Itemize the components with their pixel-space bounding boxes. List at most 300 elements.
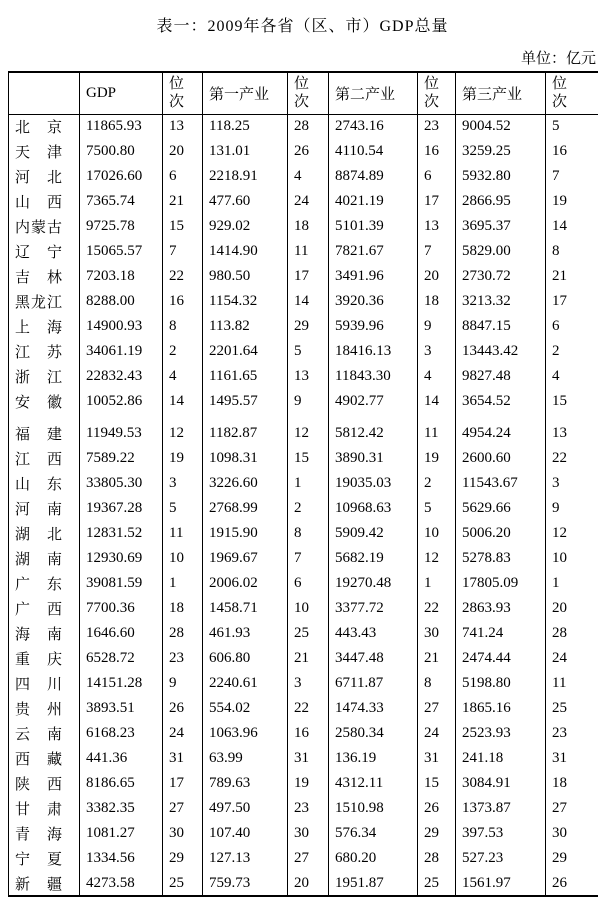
table-row (9, 596, 598, 621)
rank-cell: 30 (163, 821, 203, 846)
corner-header (9, 72, 80, 114)
rank-cell: 13 (546, 421, 598, 446)
value-cell: 2866.95 (456, 189, 546, 214)
rank-cell: 4 (546, 364, 598, 389)
rank-cell: 30 (288, 821, 329, 846)
value-cell: 2730.72 (456, 264, 546, 289)
rank-cell: 3 (546, 471, 598, 496)
gap-cell (288, 414, 329, 421)
value-cell: 11949.53 (80, 421, 163, 446)
value-cell: 4902.77 (329, 389, 418, 414)
value-cell: 9004.52 (456, 114, 546, 139)
rank-cell: 20 (418, 264, 456, 289)
value-cell: 443.43 (329, 621, 418, 646)
value-cell: 5909.42 (329, 521, 418, 546)
province-cell: 北 京 (9, 114, 80, 139)
column-header: GDP (80, 72, 163, 114)
rank-cell: 28 (546, 621, 598, 646)
rank-cell: 11 (546, 671, 598, 696)
province-cell: 海 南 (9, 621, 80, 646)
rank-cell: 13 (418, 214, 456, 239)
value-cell: 461.93 (203, 621, 288, 646)
rank-cell: 6 (163, 164, 203, 189)
value-cell: 113.82 (203, 314, 288, 339)
value-cell: 11865.93 (80, 114, 163, 139)
value-cell: 1098.31 (203, 446, 288, 471)
rank-cell: 31 (288, 746, 329, 771)
column-header-label: 位次 (424, 76, 440, 111)
unit-note: 单位：亿元 (520, 51, 596, 67)
rank-cell: 10 (288, 596, 329, 621)
value-cell: 759.73 (203, 871, 288, 896)
table-row (9, 521, 598, 546)
province-cell: 贵 州 (9, 696, 80, 721)
value-cell: 1646.60 (80, 621, 163, 646)
rank-cell: 27 (418, 696, 456, 721)
rank-cell: 4 (418, 364, 456, 389)
table-row (9, 721, 598, 746)
value-cell: 3259.25 (456, 139, 546, 164)
rank-cell: 19 (546, 189, 598, 214)
column-header-label: 位次 (552, 76, 568, 111)
rank-cell: 18 (546, 771, 598, 796)
value-cell: 5101.39 (329, 214, 418, 239)
value-cell: 5932.80 (456, 164, 546, 189)
rank-cell: 9 (163, 671, 203, 696)
value-cell: 22832.43 (80, 364, 163, 389)
rank-cell: 8 (163, 314, 203, 339)
value-cell: 1495.57 (203, 389, 288, 414)
province-cell: 山 西 (9, 189, 80, 214)
value-cell: 1334.56 (80, 846, 163, 871)
rank-cell: 13 (163, 114, 203, 139)
gap-cell (9, 414, 80, 421)
rank-cell: 26 (418, 796, 456, 821)
rank-cell: 17 (288, 264, 329, 289)
value-cell: 33805.30 (80, 471, 163, 496)
rank-cell: 14 (288, 289, 329, 314)
rank-cell: 20 (163, 139, 203, 164)
value-cell: 1063.96 (203, 721, 288, 746)
column-header (546, 72, 598, 114)
rank-cell: 16 (288, 721, 329, 746)
rank-cell: 17 (163, 771, 203, 796)
value-cell: 3654.52 (456, 389, 546, 414)
value-cell: 397.53 (456, 821, 546, 846)
value-cell: 1414.90 (203, 239, 288, 264)
rank-cell: 25 (546, 696, 598, 721)
value-cell: 136.19 (329, 746, 418, 771)
value-cell: 39081.59 (80, 571, 163, 596)
rank-cell: 5 (546, 114, 598, 139)
rank-cell: 17 (546, 289, 598, 314)
table-row (9, 496, 598, 521)
rank-cell: 21 (546, 264, 598, 289)
rank-cell: 24 (418, 721, 456, 746)
table-row (9, 446, 598, 471)
value-cell: 2580.34 (329, 721, 418, 746)
rank-cell: 24 (546, 646, 598, 671)
value-cell: 441.36 (80, 746, 163, 771)
rank-cell: 22 (288, 696, 329, 721)
province-cell: 湖 北 (9, 521, 80, 546)
gap-cell (418, 414, 456, 421)
value-cell: 7203.18 (80, 264, 163, 289)
value-cell: 19367.28 (80, 496, 163, 521)
province-cell: 陕 西 (9, 771, 80, 796)
rank-cell: 23 (418, 114, 456, 139)
rank-cell: 7 (163, 239, 203, 264)
province-cell: 广 东 (9, 571, 80, 596)
value-cell: 477.60 (203, 189, 288, 214)
value-cell: 1154.32 (203, 289, 288, 314)
value-cell: 12831.52 (80, 521, 163, 546)
rank-cell: 25 (288, 621, 329, 646)
value-cell: 1474.33 (329, 696, 418, 721)
value-cell: 131.01 (203, 139, 288, 164)
rank-cell: 11 (288, 239, 329, 264)
rank-cell: 24 (163, 721, 203, 746)
column-header (288, 72, 329, 114)
rank-cell: 9 (546, 496, 598, 521)
value-cell: 7500.80 (80, 139, 163, 164)
gap-cell (546, 414, 598, 421)
province-cell: 河 北 (9, 164, 80, 189)
rank-cell: 15 (163, 214, 203, 239)
table-row (9, 621, 598, 646)
value-cell: 8874.89 (329, 164, 418, 189)
value-cell: 3213.32 (456, 289, 546, 314)
table-row (9, 164, 598, 189)
province-cell: 江 苏 (9, 339, 80, 364)
table-row (9, 821, 598, 846)
value-cell: 8186.65 (80, 771, 163, 796)
rank-cell: 23 (546, 721, 598, 746)
rank-cell: 20 (546, 596, 598, 621)
rank-cell: 18 (288, 214, 329, 239)
value-cell: 6168.23 (80, 721, 163, 746)
rank-cell: 29 (163, 846, 203, 871)
value-cell: 1865.16 (456, 696, 546, 721)
table-row (9, 389, 598, 414)
table-row (9, 796, 598, 821)
value-cell: 17026.60 (80, 164, 163, 189)
rank-cell: 9 (288, 389, 329, 414)
value-cell: 1458.71 (203, 596, 288, 621)
value-cell: 554.02 (203, 696, 288, 721)
rank-cell: 2 (288, 496, 329, 521)
rank-cell: 16 (546, 139, 598, 164)
value-cell: 7700.36 (80, 596, 163, 621)
rank-cell: 8 (546, 239, 598, 264)
value-cell: 19035.03 (329, 471, 418, 496)
value-cell: 5939.96 (329, 314, 418, 339)
value-cell: 3695.37 (456, 214, 546, 239)
province-cell: 黑龙江 (9, 289, 80, 314)
rank-cell: 14 (418, 389, 456, 414)
value-cell: 2768.99 (203, 496, 288, 521)
column-header (418, 72, 456, 114)
value-cell: 34061.19 (80, 339, 163, 364)
rank-cell: 3 (418, 339, 456, 364)
value-cell: 3920.36 (329, 289, 418, 314)
rank-cell: 23 (163, 646, 203, 671)
value-cell: 107.40 (203, 821, 288, 846)
value-cell: 14151.28 (80, 671, 163, 696)
column-header-label: 位次 (294, 76, 310, 111)
rank-cell: 6 (288, 571, 329, 596)
value-cell: 3893.51 (80, 696, 163, 721)
column-header: 第三产业 (456, 72, 546, 114)
province-cell: 云 南 (9, 721, 80, 746)
rank-cell: 10 (546, 546, 598, 571)
value-cell: 1561.97 (456, 871, 546, 896)
table-row (9, 471, 598, 496)
value-cell: 10052.86 (80, 389, 163, 414)
rank-cell: 1 (418, 571, 456, 596)
province-cell: 河 南 (9, 496, 80, 521)
value-cell: 9725.78 (80, 214, 163, 239)
value-cell: 980.50 (203, 264, 288, 289)
column-header-label: 位次 (169, 76, 185, 111)
province-cell: 山 东 (9, 471, 80, 496)
province-cell: 湖 南 (9, 546, 80, 571)
table-row (9, 239, 598, 264)
value-cell: 4954.24 (456, 421, 546, 446)
value-cell: 2523.93 (456, 721, 546, 746)
value-cell: 5006.20 (456, 521, 546, 546)
value-cell: 63.99 (203, 746, 288, 771)
value-cell: 680.20 (329, 846, 418, 871)
value-cell: 1373.87 (456, 796, 546, 821)
value-cell: 1969.67 (203, 546, 288, 571)
value-cell: 11843.30 (329, 364, 418, 389)
table-row (9, 846, 598, 871)
value-cell: 3890.31 (329, 446, 418, 471)
table-row (9, 571, 598, 596)
rank-cell: 22 (418, 596, 456, 621)
rank-cell: 1 (163, 571, 203, 596)
rank-cell: 21 (418, 646, 456, 671)
table-row (9, 696, 598, 721)
value-cell: 527.23 (456, 846, 546, 871)
rank-cell: 6 (546, 314, 598, 339)
value-cell: 3382.35 (80, 796, 163, 821)
rank-cell: 26 (163, 696, 203, 721)
value-cell: 118.25 (203, 114, 288, 139)
value-cell: 3226.60 (203, 471, 288, 496)
value-cell: 606.80 (203, 646, 288, 671)
rank-cell: 15 (546, 389, 598, 414)
rank-cell: 26 (546, 871, 598, 896)
table-row (9, 289, 598, 314)
province-cell: 福 建 (9, 421, 80, 446)
value-cell: 2240.61 (203, 671, 288, 696)
value-cell: 4110.54 (329, 139, 418, 164)
rank-cell: 29 (288, 314, 329, 339)
rank-cell: 11 (163, 521, 203, 546)
rank-cell: 30 (546, 821, 598, 846)
value-cell: 127.13 (203, 846, 288, 871)
value-cell: 5812.42 (329, 421, 418, 446)
value-cell: 5629.66 (456, 496, 546, 521)
value-cell: 4021.19 (329, 189, 418, 214)
rank-cell: 25 (418, 871, 456, 896)
rank-cell: 11 (418, 421, 456, 446)
column-header: 第二产业 (329, 72, 418, 114)
value-cell: 13443.42 (456, 339, 546, 364)
rank-cell: 5 (288, 339, 329, 364)
rank-cell: 14 (163, 389, 203, 414)
rank-cell: 19 (418, 446, 456, 471)
rank-cell: 10 (163, 546, 203, 571)
rank-cell: 31 (418, 746, 456, 771)
value-cell: 4273.58 (80, 871, 163, 896)
rank-cell: 19 (163, 446, 203, 471)
value-cell: 3377.72 (329, 596, 418, 621)
rank-cell: 28 (163, 621, 203, 646)
value-cell: 2600.60 (456, 446, 546, 471)
value-cell: 17805.09 (456, 571, 546, 596)
province-cell: 辽 宁 (9, 239, 80, 264)
rank-cell: 12 (288, 421, 329, 446)
table-row (9, 546, 598, 571)
value-cell: 14900.93 (80, 314, 163, 339)
rank-cell: 24 (288, 189, 329, 214)
value-cell: 11543.67 (456, 471, 546, 496)
rank-cell: 7 (418, 239, 456, 264)
rank-cell: 28 (288, 114, 329, 139)
table-header (9, 72, 598, 114)
value-cell: 8288.00 (80, 289, 163, 314)
rank-cell: 3 (288, 671, 329, 696)
value-cell: 8847.15 (456, 314, 546, 339)
value-cell: 3084.91 (456, 771, 546, 796)
province-cell: 天 津 (9, 139, 80, 164)
rank-cell: 5 (163, 496, 203, 521)
rank-cell: 20 (288, 871, 329, 896)
province-cell: 内蒙古 (9, 214, 80, 239)
rank-cell: 3 (163, 471, 203, 496)
province-cell: 宁 夏 (9, 846, 80, 871)
value-cell: 1915.90 (203, 521, 288, 546)
table-row (9, 139, 598, 164)
rank-cell: 15 (418, 771, 456, 796)
province-cell: 甘 肃 (9, 796, 80, 821)
gap-cell (329, 414, 418, 421)
table-row (9, 646, 598, 671)
value-cell: 4312.11 (329, 771, 418, 796)
rank-cell: 26 (288, 139, 329, 164)
province-cell: 安 徽 (9, 389, 80, 414)
rank-cell: 1 (546, 571, 598, 596)
value-cell: 6711.87 (329, 671, 418, 696)
value-cell: 12930.69 (80, 546, 163, 571)
table-row (9, 746, 598, 771)
value-cell: 5829.00 (456, 239, 546, 264)
gdp-table (8, 71, 598, 897)
province-cell: 江 西 (9, 446, 80, 471)
rank-cell: 31 (546, 746, 598, 771)
value-cell: 1161.65 (203, 364, 288, 389)
rank-cell: 29 (418, 821, 456, 846)
table-row (9, 189, 598, 214)
value-cell: 3447.48 (329, 646, 418, 671)
table-row (9, 214, 598, 239)
province-cell: 重 庆 (9, 646, 80, 671)
rank-cell: 16 (163, 289, 203, 314)
value-cell: 741.24 (456, 621, 546, 646)
value-cell: 6528.72 (80, 646, 163, 671)
province-cell: 青 海 (9, 821, 80, 846)
rank-cell: 2 (418, 471, 456, 496)
rank-cell: 27 (288, 846, 329, 871)
province-cell: 新 疆 (9, 871, 80, 896)
gap-cell (456, 414, 546, 421)
value-cell: 241.18 (456, 746, 546, 771)
table-row (9, 364, 598, 389)
province-cell: 西 藏 (9, 746, 80, 771)
column-header: 第一产业 (203, 72, 288, 114)
rank-cell: 19 (288, 771, 329, 796)
value-cell: 1182.87 (203, 421, 288, 446)
rank-cell: 25 (163, 871, 203, 896)
table-row (9, 671, 598, 696)
rank-cell: 22 (163, 264, 203, 289)
rank-cell: 30 (418, 621, 456, 646)
rank-cell: 21 (163, 189, 203, 214)
value-cell: 2474.44 (456, 646, 546, 671)
value-cell: 929.02 (203, 214, 288, 239)
rank-cell: 17 (418, 189, 456, 214)
value-cell: 3491.96 (329, 264, 418, 289)
province-cell: 吉 林 (9, 264, 80, 289)
value-cell: 7589.22 (80, 446, 163, 471)
table-body (9, 114, 598, 896)
value-cell: 1510.98 (329, 796, 418, 821)
province-cell: 上 海 (9, 314, 80, 339)
value-cell: 2218.91 (203, 164, 288, 189)
rank-cell: 13 (288, 364, 329, 389)
table-row (9, 314, 598, 339)
rank-cell: 12 (163, 421, 203, 446)
value-cell: 7365.74 (80, 189, 163, 214)
province-cell: 四 川 (9, 671, 80, 696)
rank-cell: 12 (418, 546, 456, 571)
table-row (9, 771, 598, 796)
rank-cell: 23 (288, 796, 329, 821)
table-row (9, 421, 598, 446)
value-cell: 5278.83 (456, 546, 546, 571)
rank-cell: 8 (418, 671, 456, 696)
value-cell: 10968.63 (329, 496, 418, 521)
table-row (9, 871, 598, 896)
gap-cell (203, 414, 288, 421)
gap-cell (80, 414, 163, 421)
value-cell: 497.50 (203, 796, 288, 821)
rank-cell: 1 (288, 471, 329, 496)
value-cell: 789.63 (203, 771, 288, 796)
table-row (9, 264, 598, 289)
table-row (9, 114, 598, 139)
value-cell: 7821.67 (329, 239, 418, 264)
rank-cell: 7 (288, 546, 329, 571)
value-cell: 2863.93 (456, 596, 546, 621)
value-cell: 18416.13 (329, 339, 418, 364)
section-gap-row (9, 414, 598, 421)
value-cell: 576.34 (329, 821, 418, 846)
rank-cell: 27 (546, 796, 598, 821)
